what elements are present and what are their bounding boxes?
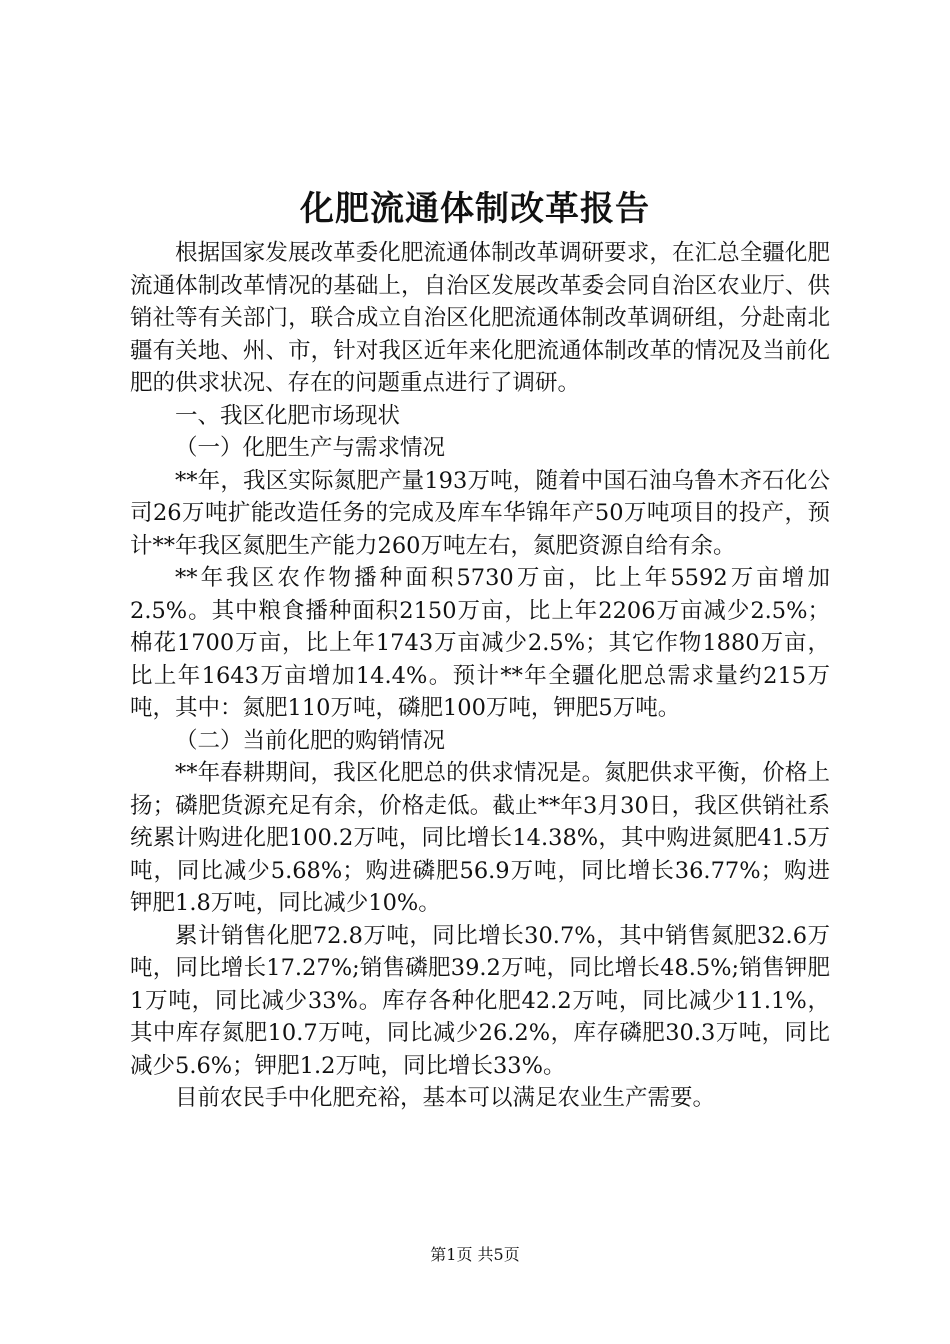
page-footer: 第1页 共5页 xyxy=(430,1245,520,1264)
paragraph-conclusion: 目前农民手中化肥充裕，基本可以满足农业生产需要。 xyxy=(175,1085,716,1111)
paragraph-demand: **年我区农作物播种面积5730万亩，比上年5592万亩增加2.5%。其中粮食播种面积2150万亩，比上年2206万亩减少2.5%；棉花1700万亩，比上年1743万亩减少2.5%；其它作物1880万亩，比上年1643万亩增加14.4%。预计**年全疆化肥总需求量约215万吨，其中：氮肥110万吨，磷肥100万吨，钾肥5万吨。 xyxy=(130,565,830,721)
document-body xyxy=(130,237,830,1115)
paragraph-intro: 根据国家发展改革委化肥流通体制改革调研要求，在汇总全疆化肥流通体制改革情况的基础上，自治区发展改革委会同自治区农业厅、供销社等有关部门，联合成立自治区化肥流通体制改革调研组，分赴南北疆有关地、州、市，针对我区近年来化肥流通体制改革的情况及当前化肥的供求状况、存在的问题重点进行了调研。 xyxy=(130,240,830,396)
section-heading-1: 一、我区化肥市场现状 xyxy=(175,402,401,429)
subsection-heading-2: （二）当前化肥的购销情况 xyxy=(175,727,446,754)
paragraph-purchase: **年春耕期间，我区化肥总的供求情况是。氮肥供求平衡，价格上扬；磷肥货源充足有余，价格走低。截止**年3月30日，我区供销社系统累计购进化肥100.2万吨，同比增长14.38%，其中购进氮肥41.5万吨，同比减少5.68%；购进磷肥56.9万吨，同比增长36.77%；购进钾肥1.8万吨，同比减少10%。 xyxy=(130,760,830,916)
paragraph-sales: 累计销售化肥72.8万吨，同比增长30.7%，其中销售氮肥32.6万吨，同比增长17.27%;销售磷肥39.2万吨，同比增长48.5%;销售钾肥1万吨，同比减少33%。库存各种化肥42.2万吨，同比减少11.1%，其中库存氮肥10.7万吨，同比减少26.2%，库存磷肥30.3万吨，同比减少5.6%；钾肥1.2万吨，同比增长33%。 xyxy=(130,922,830,1079)
subsection-heading-1: （一）化肥生产与需求情况 xyxy=(175,435,446,461)
document-title: 化肥流通体制改革报告 xyxy=(300,189,650,229)
paragraph-production: **年，我区实际氮肥产量193万吨，随着中国石油乌鲁木齐石化公司26万吨扩能改造任务的完成及库车华锦年产50万吨项目的投产，预计**年我区氮肥生产能力260万吨左右，氮肥资源自给有余。 xyxy=(130,467,830,559)
